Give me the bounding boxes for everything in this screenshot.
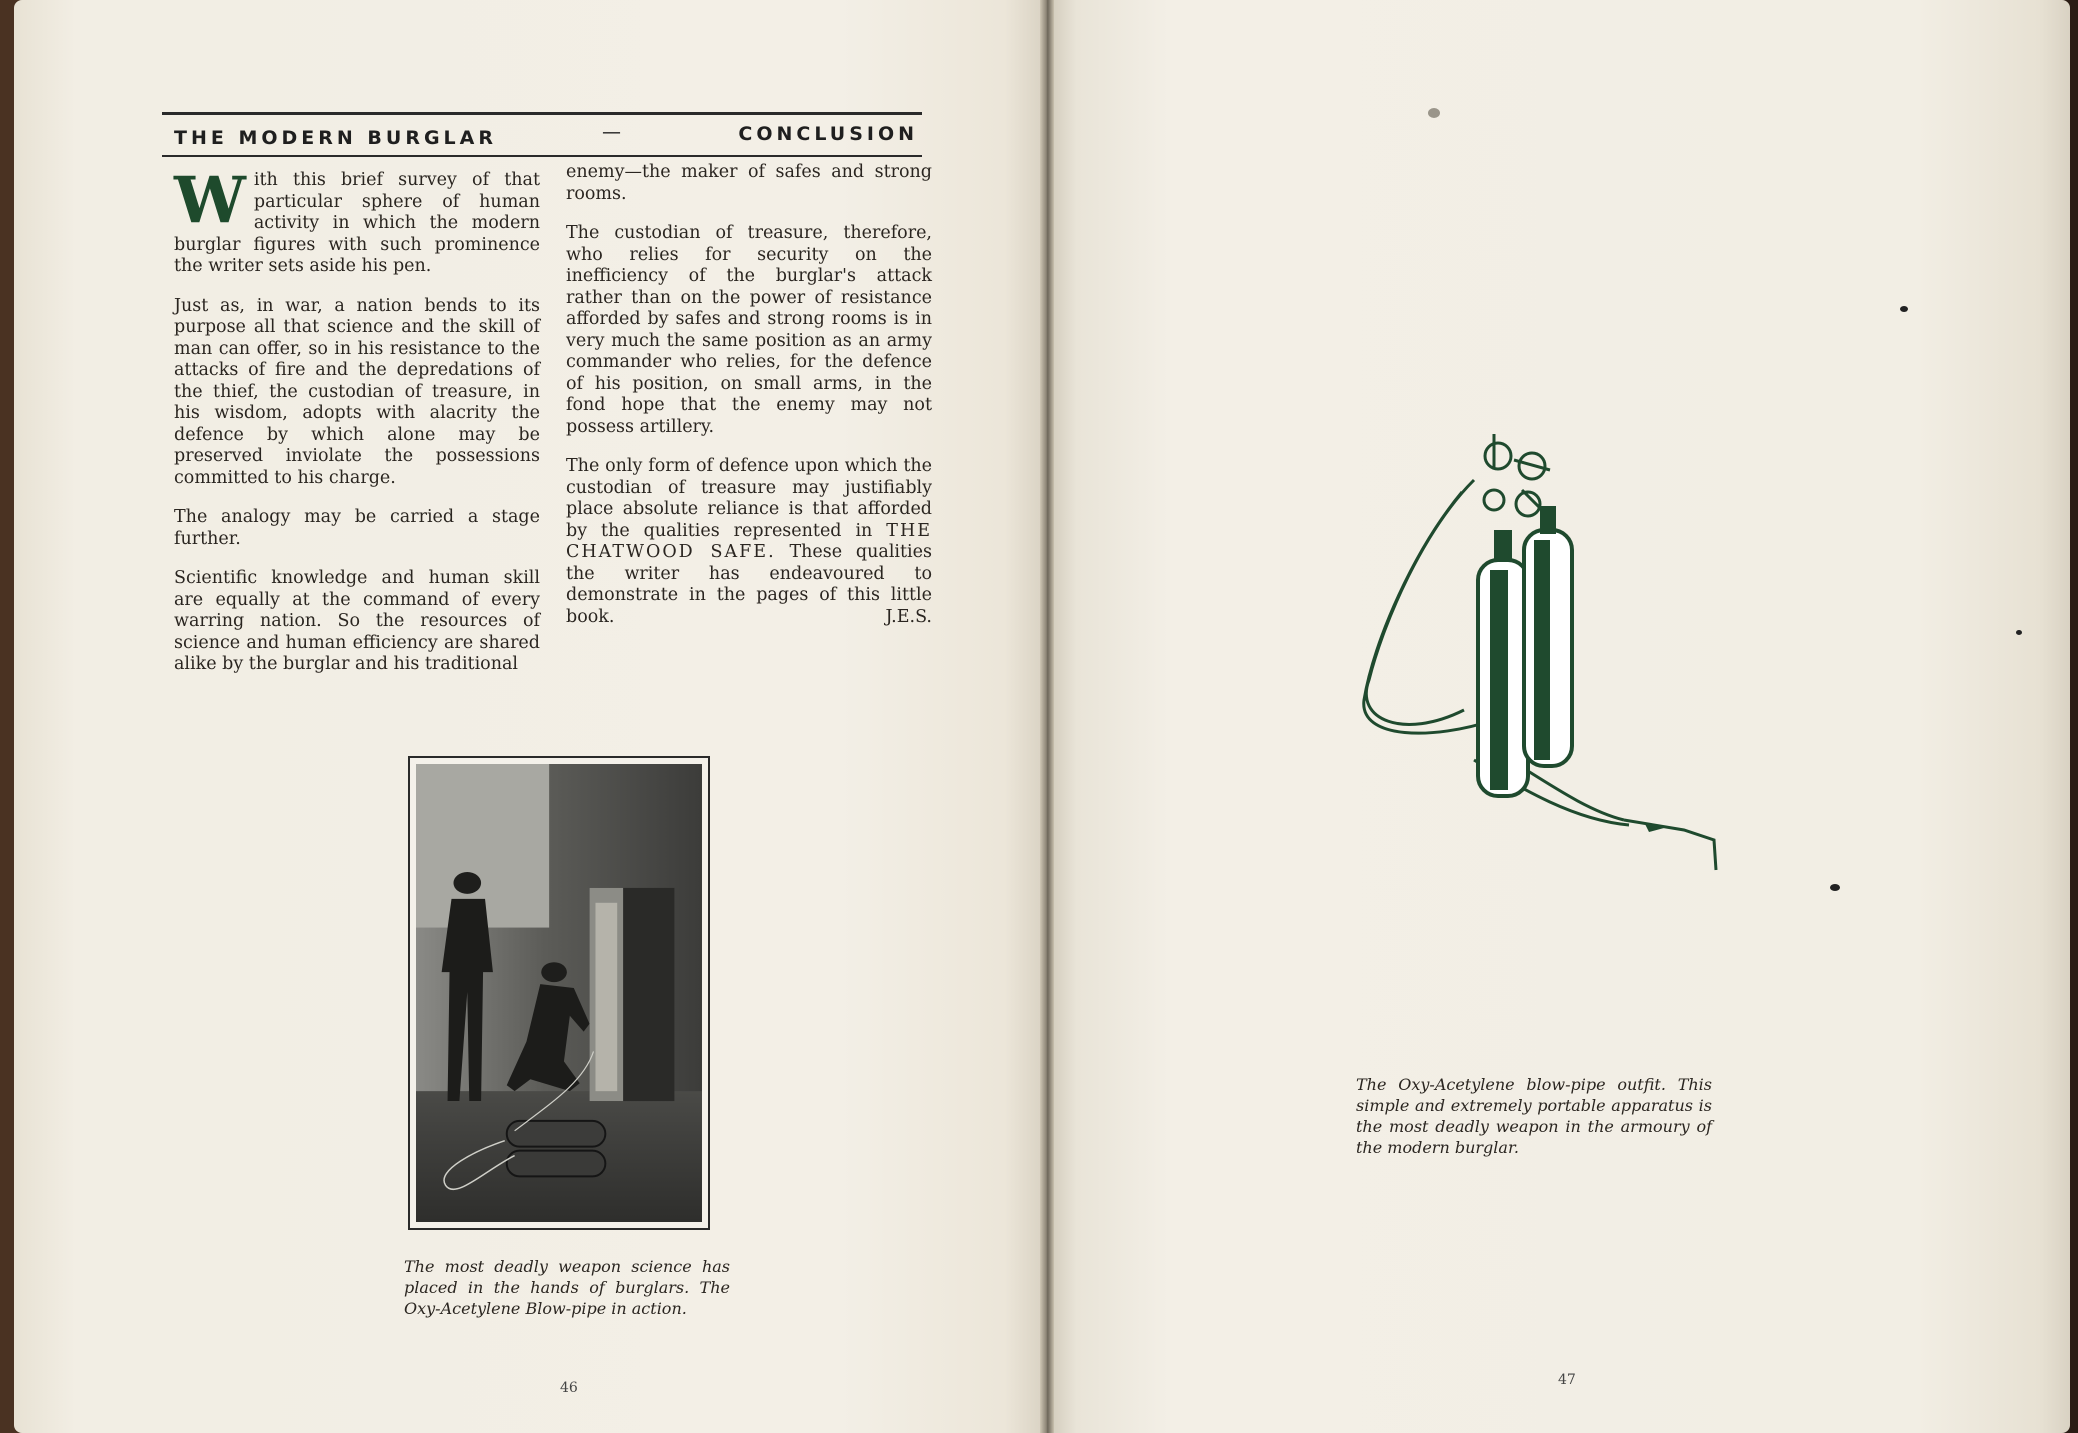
header-dash: — bbox=[602, 121, 621, 143]
paragraph bbox=[566, 456, 932, 628]
text-column-right bbox=[566, 162, 932, 646]
page-number-right: 47 bbox=[1558, 1372, 1576, 1388]
paragraph: The custodian of treasure, therefore, who relies for security on the inefficiency of the burglar's attack rather than on the power of resistance afforded by safes and strong rooms is in very much the same position as an army commander who relies, for the defence of his position, on small arms, in the fond hope that the enemy may not possess artillery. bbox=[566, 223, 932, 437]
paragraph: The analogy may be carried a stage further. bbox=[174, 507, 540, 549]
book-gutter bbox=[1040, 0, 1054, 1433]
paper-fleck bbox=[1900, 306, 1908, 312]
illustration-caption: The Oxy-Acetylene blow-pipe outfit. This simple and extremely portable apparatus is the most deadly weapon in the armoury of the modern burglar. bbox=[1356, 1075, 1712, 1157]
burglar-photo bbox=[408, 756, 710, 1230]
paragraph-text: ith this brief survey of that particular sphere of human activity in which the modern burglar figures with such prominence the writer sets aside his pen. bbox=[174, 170, 540, 276]
photo-caption: The most deadly weapon science has placed in the hands of burglars. The Oxy-Acetylene Blow-pipe in action. bbox=[404, 1257, 730, 1318]
paper-fleck bbox=[1830, 884, 1840, 891]
signature: J.E.S. bbox=[885, 606, 932, 627]
brand-name: THE CHATWOOD SAFE. bbox=[566, 520, 932, 562]
text-column-left bbox=[174, 163, 540, 694]
paragraph-text: The only form of defence upon which the custodian of treasure may justifiably place absolute reliance is that afforded by the qualities represented in bbox=[566, 456, 932, 541]
paragraph-text: These qualities the writer has endeavoured to demonstrate in the pages of this little book. bbox=[566, 542, 932, 627]
paragraph bbox=[174, 163, 540, 278]
paragraph: enemy—the maker of safes and strong rooms. bbox=[566, 162, 932, 204]
header-section: CONCLUSION bbox=[738, 123, 918, 145]
paper-fleck bbox=[2016, 630, 2022, 635]
paragraph: Just as, in war, a nation bends to its purpose all that science and the skill of man can offer, so in his resistance to the attacks of fire and the depredations of the thief, the custodian of treasure, in his wisdom, adopts with alacrity the defence by which alone may be preserved inviolate the possessions committed to his charge. bbox=[174, 295, 540, 488]
paragraph: Scientific knowledge and human skill are equally at the command of every warring nation. So the resources of science and human efficiency are shared alike by the burglar and his traditional bbox=[174, 568, 540, 674]
paper-fleck bbox=[1428, 108, 1440, 118]
drop-cap: W bbox=[174, 163, 246, 238]
header-title: THE MODERN BURGLAR bbox=[174, 127, 497, 149]
running-header bbox=[162, 112, 922, 157]
page-number-left: 46 bbox=[560, 1380, 578, 1396]
burglar-photo-image bbox=[416, 764, 702, 1222]
blowpipe-outfit-illustration bbox=[1344, 420, 1734, 880]
